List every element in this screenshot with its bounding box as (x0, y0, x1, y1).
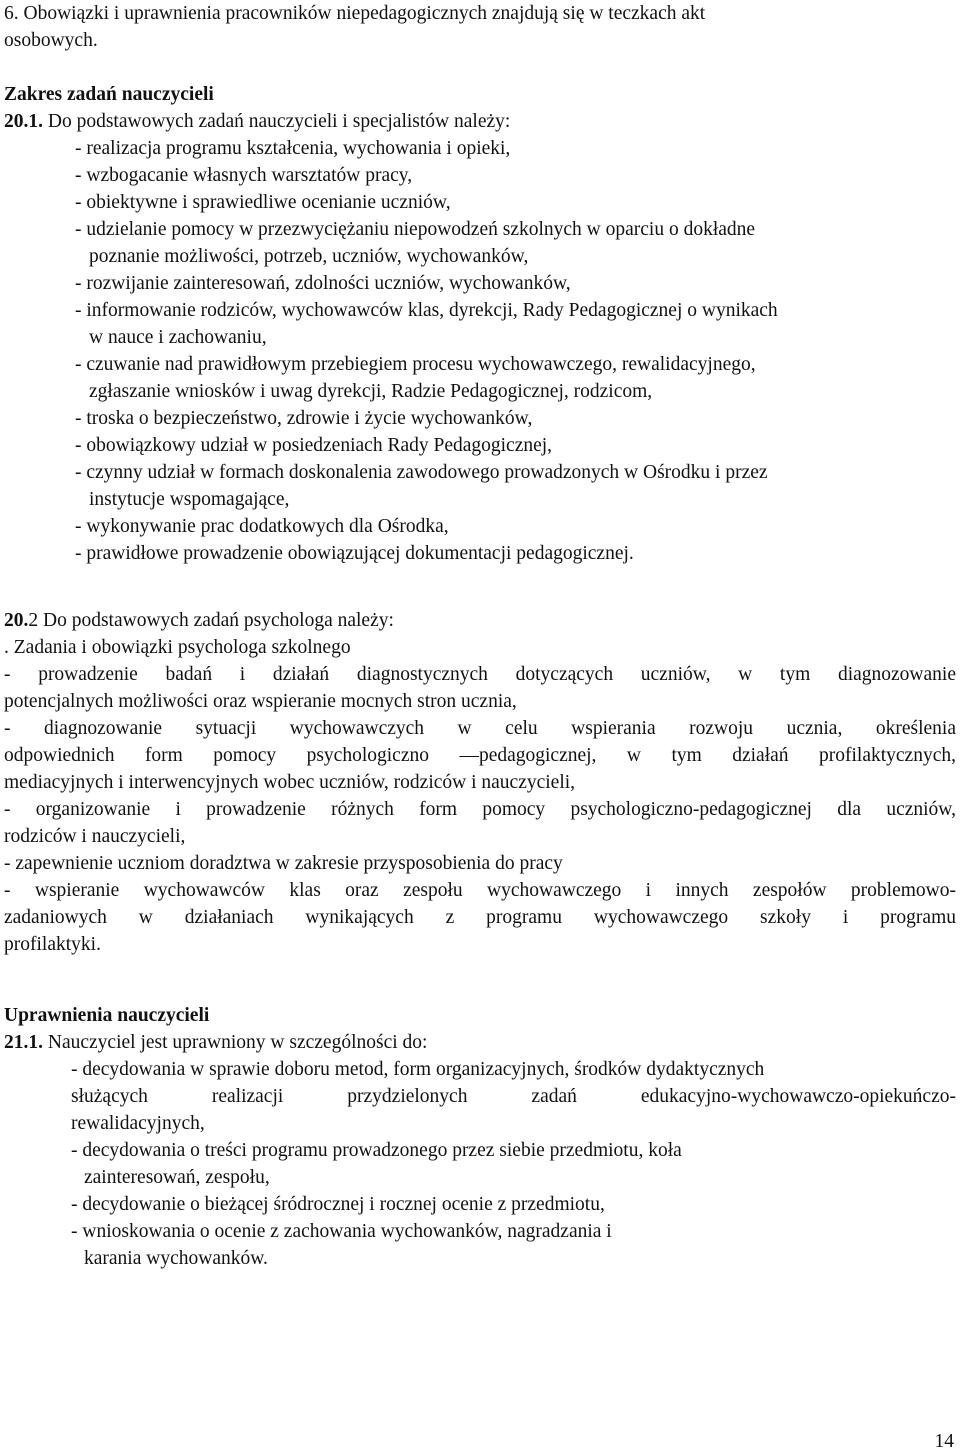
page-number: 14 (934, 1431, 954, 1452)
psych-line: - organizowanie i prowadzenie różnych form pomocy psychologiczno-pedagogicznej dla uczniów, (4, 799, 956, 820)
list-item: - decydowanie o bieżącej śródrocznej i rocznej ocenie z przedmiotu, (71, 1194, 605, 1215)
intro-line-1: 6. Obowiązki i uprawnienia pracowników niepedagogicznych znajdują się w teczkach akt (4, 3, 706, 24)
psychologist-subheading: . Zadania i obowiązki psychologa szkolnego (4, 637, 351, 658)
psych-line: profilaktyki. (4, 934, 101, 955)
list-item: - czuwanie nad prawidłowym przebiegiem procesu wychowawczego, rewalidacyjnego, (75, 354, 756, 375)
list-item-continuation: służących realizacji przydzielonych zadań edukacyjno-wychowawczo-opiekuńczo- (71, 1086, 956, 1107)
list-item-continuation: w nauce i zachowaniu, (89, 327, 267, 348)
psych-line: odpowiednich form pomocy psychologiczno —pedagogicznej, w tym działań profilaktycznych, (4, 745, 956, 766)
psych-line: zadaniowych w działaniach wynikających z programu wychowawczego szkoły i programu (4, 907, 956, 928)
list-item: - wnioskowania o ocenie z zachowania wychowanków, nagradzania i (71, 1221, 612, 1242)
psych-line: - zapewnienie uczniom doradztwa w zakresie przysposobienia do pracy (4, 853, 563, 874)
section-heading-rights: Uprawnienia nauczycieli (4, 1005, 210, 1026)
psych-line: potencjalnych możliwości oraz wspieranie mocnych stron ucznia, (4, 691, 517, 712)
intro-line-2: osobowych. (4, 30, 98, 51)
list-item: - realizacja programu kształcenia, wychowania i opieki, (75, 138, 511, 159)
spacer (4, 54, 956, 81)
section-heading-tasks: Zakres zadań nauczycieli (4, 84, 214, 105)
list-item-continuation: instytucje wspomagające, (89, 489, 290, 510)
list-item: - prawidłowe prowadzenie obowiązującej dokumentacji pedagogicznej. (75, 543, 634, 564)
spacer (4, 567, 956, 607)
list-item-continuation: zgłaszanie wniosków i uwag dyrekcji, Radzie Pedagogicznej, rodzicom, (89, 381, 653, 402)
paragraph-20-2-lead (4, 607, 956, 634)
list-item-continuation: zainteresowań, zespołu, (84, 1167, 270, 1188)
lead-text: 2 Do podstawowych zadań psychologa należy: (28, 610, 394, 631)
document-page (4, 0, 956, 1272)
list-item: - decydowania w sprawie doboru metod, form organizacyjnych, środków dydaktycznych (71, 1059, 765, 1080)
spacer (4, 958, 956, 1002)
paragraph-21-1-lead (4, 1029, 956, 1056)
paragraph-number: 20.1. (4, 111, 43, 132)
psych-line: mediacyjnych i interwencyjnych wobec uczniów, rodziców i nauczycieli, (4, 772, 576, 793)
psych-line: rodziców i nauczycieli, (4, 826, 186, 847)
list-item: - troska o bezpieczeństwo, zdrowie i życie wychowanków, (75, 408, 533, 429)
list-item: - obiektywne i sprawiedliwe ocenianie uczniów, (75, 192, 451, 213)
list-item-continuation: rewalidacyjnych, (71, 1113, 205, 1134)
paragraph-number: 20. (4, 610, 29, 631)
paragraph-20-1-lead (4, 108, 956, 135)
psych-line: - prowadzenie badań i działań diagnostycznych dotyczących uczniów, w tym diagnozowanie (4, 664, 956, 685)
lead-text: Do podstawowych zadań nauczycieli i specjalistów należy: (43, 111, 511, 132)
list-item-continuation: karania wychowanków. (84, 1248, 268, 1269)
psych-line: - wspieranie wychowawców klas oraz zespołu wychowawczego i innych zespołów problemowo- (4, 880, 956, 901)
psych-line: - diagnozowanie sytuacji wychowawczych w celu wspierania rozwoju ucznia, określenia (4, 718, 956, 739)
list-item: - wzbogacanie własnych warsztatów pracy, (75, 165, 413, 186)
list-item-continuation: poznanie możliwości, potrzeb, uczniów, wychowanków, (89, 246, 529, 267)
list-item: - udzielanie pomocy w przezwyciężaniu niepowodzeń szkolnych w oparciu o dokładne (75, 219, 756, 240)
list-item: - czynny udział w formach doskonalenia zawodowego prowadzonych w Ośrodku i przez (75, 462, 768, 483)
list-item: - decydowania o treści programu prowadzonego przez siebie przedmiotu, koła (71, 1140, 682, 1161)
list-item: - informowanie rodziców, wychowawców klas, dyrekcji, Rady Pedagogicznej o wynikach (75, 300, 778, 321)
paragraph-number: 21.1. (4, 1032, 43, 1053)
lead-text: Nauczyciel jest uprawniony w szczególności do: (43, 1032, 428, 1053)
list-item: - wykonywanie prac dodatkowych dla Ośrodka, (75, 516, 449, 537)
list-item: - obowiązkowy udział w posiedzeniach Rady Pedagogicznej, (75, 435, 553, 456)
list-item: - rozwijanie zainteresowań, zdolności uczniów, wychowanków, (75, 273, 571, 294)
